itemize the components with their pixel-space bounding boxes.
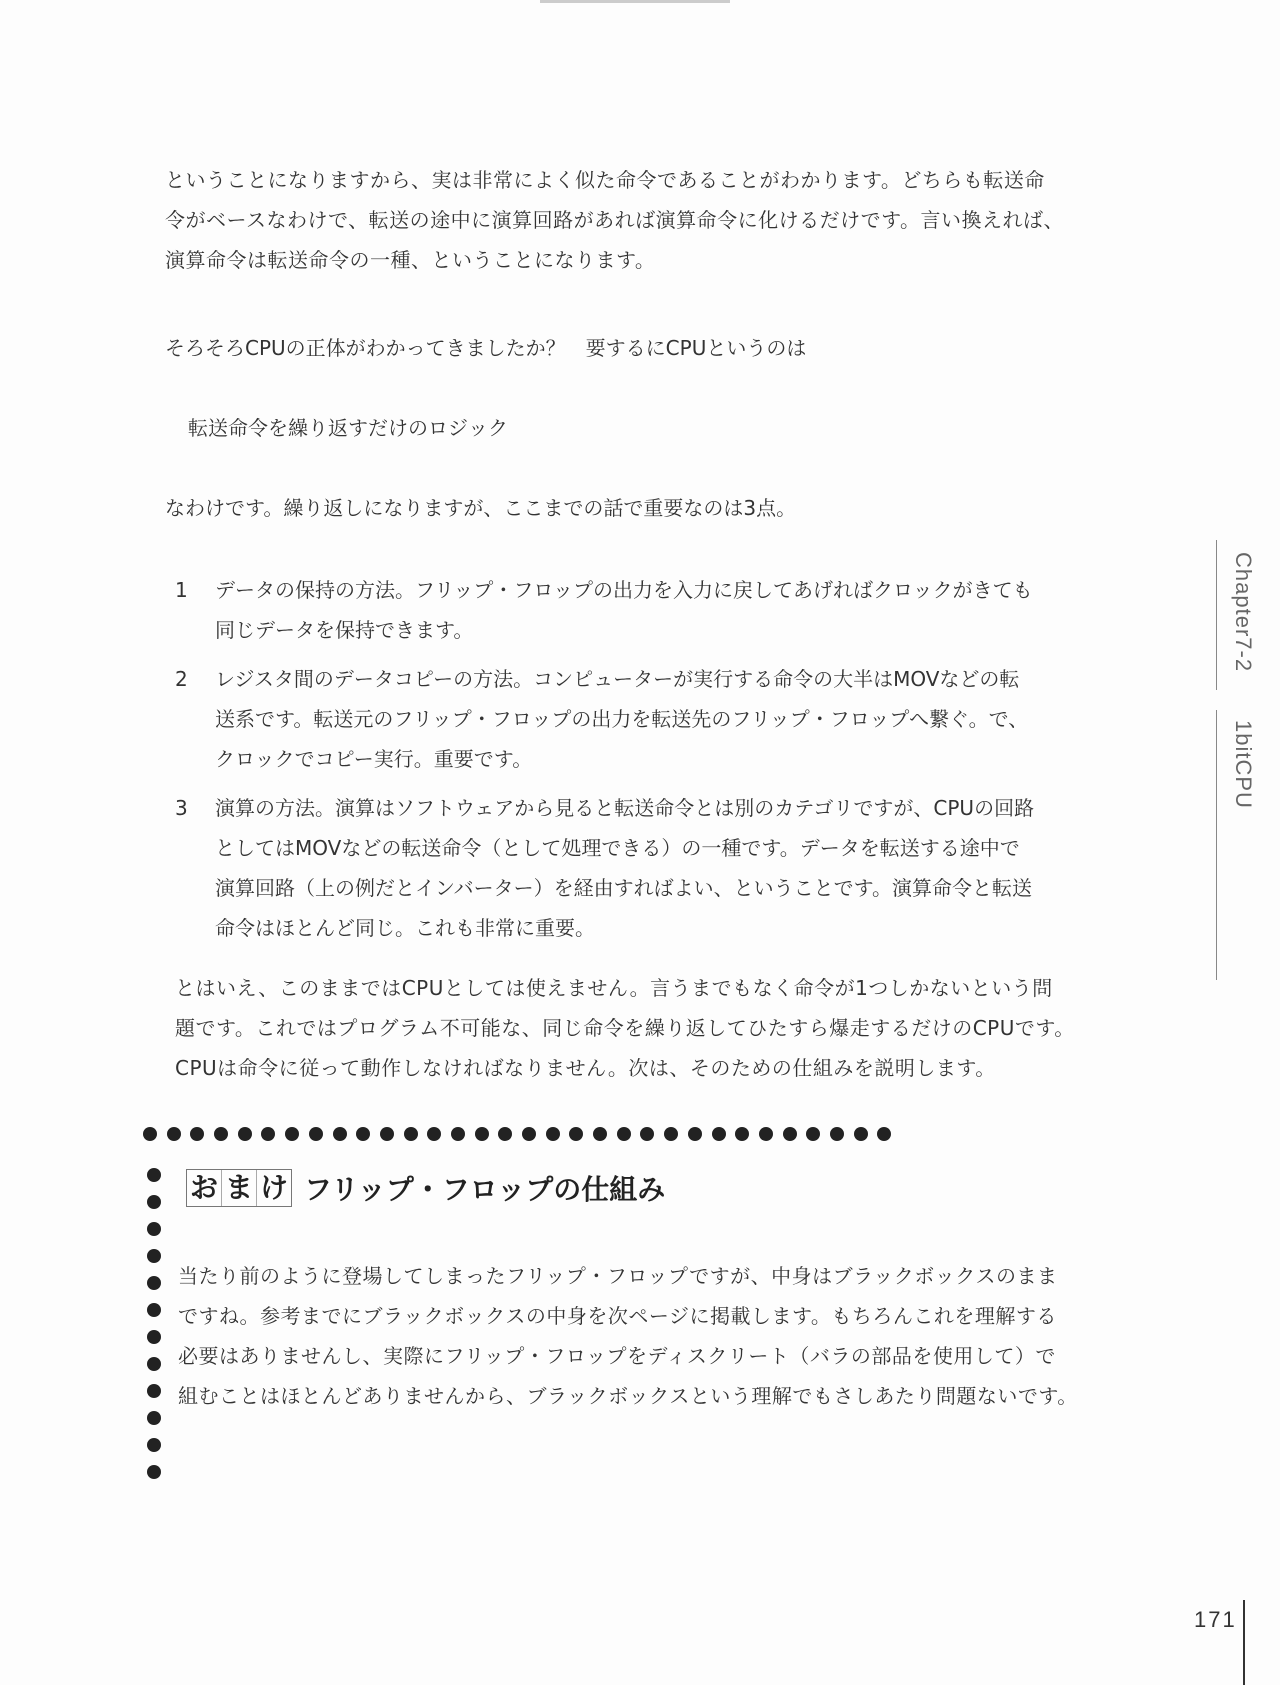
list-item-line: 送系です。転送元のフリップ・フロップの出力を転送先のフリップ・フロップへ繋ぐ。で、 xyxy=(215,707,1029,731)
side-tab-rule xyxy=(1216,710,1217,980)
border-dot xyxy=(143,1127,157,1141)
border-dot xyxy=(356,1127,370,1141)
border-dot xyxy=(522,1127,536,1141)
border-dot xyxy=(285,1127,299,1141)
list-item-line: 演算回路（上の例だとインバーター）を経由すればよい、ということです。演算命令と転送 xyxy=(215,876,1032,900)
border-dot xyxy=(546,1127,560,1141)
list-item-line: 命令はほとんど同じ。これも非常に重要。 xyxy=(215,916,595,940)
border-dot xyxy=(147,1195,161,1209)
omake-body-line: 必要はありませんし、実際にフリップ・フロップをディスクリート（バラの部品を使用して）で xyxy=(178,1344,1056,1368)
paragraph-1-line: 令がベースなわけで、転送の途中に演算回路があれば演算命令に化けるだけです。言い換えれば、 xyxy=(165,208,1064,232)
omake-heading xyxy=(186,1168,665,1208)
list-item xyxy=(175,659,1125,779)
border-dot xyxy=(569,1127,583,1141)
border-dot xyxy=(147,1276,161,1290)
border-dot xyxy=(830,1127,844,1141)
omake-title: フリップ・フロップの仕組み xyxy=(304,1173,666,1206)
list-item-line: レジスタ間のデータコピーの方法。コンピューターが実行する命令の大半はMOVなどの転 xyxy=(215,667,1020,691)
paragraph-1 xyxy=(165,160,1064,280)
border-dot xyxy=(759,1127,773,1141)
border-dot xyxy=(664,1127,678,1141)
border-dot xyxy=(475,1127,489,1141)
border-dot xyxy=(147,1384,161,1398)
paragraph-2: そろそろCPUの正体がわかってきましたか？ 要するにCPUというのは xyxy=(165,336,807,360)
paragraph-3: なわけです。繰り返しになりますが、ここまでの話で重要なのは3点。 xyxy=(165,496,797,520)
border-dot xyxy=(147,1303,161,1317)
border-dot xyxy=(167,1127,181,1141)
list-item-line: としてはMOVなどの転送命令（として処理できる）の一種です。データを転送する途中で xyxy=(215,836,1020,860)
chapter-label: Chapter7-2 xyxy=(1231,552,1256,673)
border-dot xyxy=(854,1127,868,1141)
section-label: 1bitCPU xyxy=(1231,720,1256,809)
list-item xyxy=(175,788,1125,948)
border-dot xyxy=(190,1127,204,1141)
list-item-number: 2 xyxy=(175,667,188,691)
border-dot xyxy=(147,1438,161,1452)
border-dot xyxy=(806,1127,820,1141)
border-dot xyxy=(783,1127,797,1141)
paragraph-1-line: ということになりますから、実は非常によく似た命令であることがわかります。どちらも転送命 xyxy=(165,168,1045,192)
border-dot xyxy=(593,1127,607,1141)
border-dot xyxy=(333,1127,347,1141)
key-points-list xyxy=(175,570,1125,957)
omake-badge-char: け xyxy=(259,1171,288,1204)
list-item-line: クロックでコピー実行。重要です。 xyxy=(215,747,533,771)
omake-badge-char: お xyxy=(187,1170,222,1206)
border-dot xyxy=(451,1127,465,1141)
chapter-side-tab xyxy=(1216,540,1276,1000)
omake-badge xyxy=(186,1169,292,1207)
dotted-border-top xyxy=(143,1127,891,1141)
border-dot xyxy=(404,1127,418,1141)
border-dot xyxy=(877,1127,891,1141)
paragraph-1-line: 演算命令は転送命令の一種、ということになります。 xyxy=(165,248,656,272)
list-item xyxy=(175,570,1125,650)
paragraph-4 xyxy=(175,968,1075,1088)
scan-smudge xyxy=(540,0,730,3)
border-dot xyxy=(498,1127,512,1141)
border-dot xyxy=(309,1127,323,1141)
border-dot xyxy=(712,1127,726,1141)
border-dot xyxy=(147,1330,161,1344)
border-dot xyxy=(640,1127,654,1141)
paragraph-4-line: とはいえ、このままではCPUとしては使えません。言うまでもなく命令が1つしかないという問 xyxy=(175,976,1053,1000)
omake-badge-char: ま xyxy=(222,1170,257,1206)
list-item-line: 演算の方法。演算はソフトウェアから見ると転送命令とは別のカテゴリですが、CPUの回路 xyxy=(215,796,1035,820)
border-dot xyxy=(238,1127,252,1141)
omake-body-line: 当たり前のように登場してしまったフリップ・フロップですが、中身はブラックボックスのまま xyxy=(178,1264,1058,1288)
dotted-border-left xyxy=(147,1168,161,1479)
border-dot xyxy=(147,1168,161,1182)
paragraph-4-line: CPUは命令に従って動作しなければなりません。次は、そのための仕組みを説明します。 xyxy=(175,1056,996,1080)
list-item-number: 1 xyxy=(175,578,188,602)
paragraph-4-line: 題です。これではプログラム不可能な、同じ命令を繰り返してひたすら爆走するだけのCPUです。 xyxy=(175,1016,1075,1040)
border-dot xyxy=(147,1357,161,1371)
list-item-number: 3 xyxy=(175,796,188,820)
border-dot xyxy=(688,1127,702,1141)
omake-body xyxy=(178,1256,1078,1416)
omake-body-line: 組むことはほとんどありませんから、ブラックボックスという理解でもさしあたり問題ないです。 xyxy=(178,1384,1078,1408)
border-dot xyxy=(617,1127,631,1141)
border-dot xyxy=(261,1127,275,1141)
emphasis-line: 転送命令を繰り返すだけのロジック xyxy=(188,416,508,440)
border-dot xyxy=(147,1249,161,1263)
border-dot xyxy=(147,1222,161,1236)
border-dot xyxy=(214,1127,228,1141)
border-dot xyxy=(380,1127,394,1141)
side-tab-rule xyxy=(1216,540,1217,690)
page-number: 171 xyxy=(1194,1607,1237,1632)
omake-body-line: ですね。参考までにブラックボックスの中身を次ページに掲載します。もちろんこれを理解する xyxy=(178,1304,1057,1328)
list-item-line: データの保持の方法。フリップ・フロップの出力を入力に戻してあげればクロックがきても xyxy=(215,578,1033,602)
border-dot xyxy=(147,1465,161,1479)
border-dot xyxy=(427,1127,441,1141)
border-dot xyxy=(147,1411,161,1425)
list-item-line: 同じデータを保持できます。 xyxy=(215,618,474,642)
border-dot xyxy=(735,1127,749,1141)
page-number-rule xyxy=(1243,1600,1245,1685)
